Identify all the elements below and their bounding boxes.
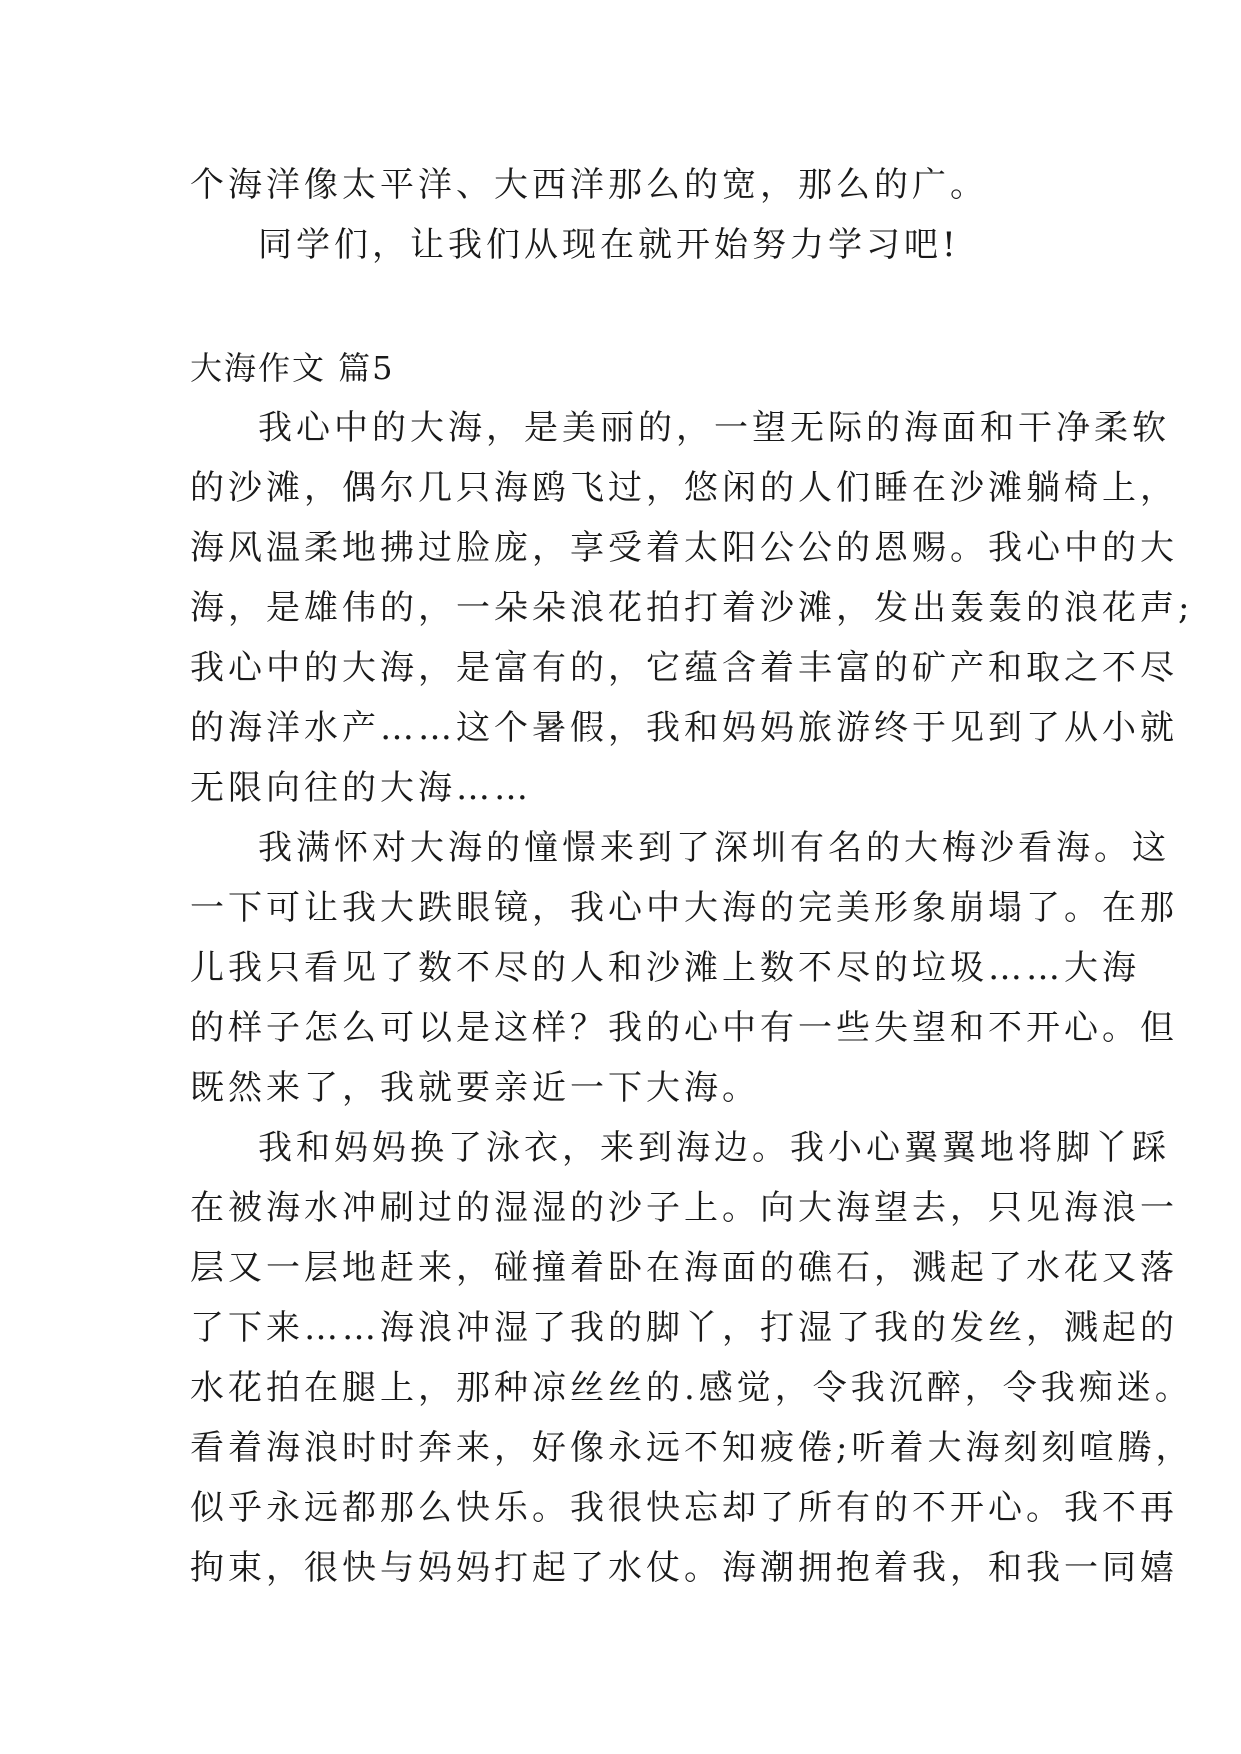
- text-line: 个海洋像太平洋、大西洋那么的宽，那么的广。: [190, 165, 988, 205]
- paragraph: [190, 398, 1194, 818]
- text-line: 似乎永远都那么快乐。我很快忘却了所有的不开心。我不再: [190, 1488, 1178, 1528]
- section-gap: [190, 275, 1070, 338]
- section-heading: 大海作文 篇5: [190, 349, 395, 387]
- text-line: 无限向往的大海……: [190, 768, 532, 808]
- text-line: 了下来……海浪冲湿了我的脚丫，打湿了我的发丝，溅起的: [190, 1308, 1178, 1348]
- text-line: 我心中的大海，是富有的，它蕴含着丰富的矿产和取之不尽: [190, 648, 1178, 688]
- essay-body: [190, 155, 1194, 1598]
- text-line: 一下可让我大跌眼镜，我心中大海的完美形象崩塌了。在那: [190, 888, 1178, 928]
- text-line: 海，是雄伟的，一朵朵浪花拍打着沙滩，发出轰轰的浪花声;: [190, 588, 1194, 628]
- text-line: 海风温柔地拂过脸庞，享受着太阳公公的恩赐。我心中的大: [190, 528, 1178, 568]
- paragraph: [190, 1118, 1194, 1598]
- text-line: 既然来了，我就要亲近一下大海。: [190, 1068, 760, 1108]
- text-line: 我满怀对大海的憧憬来到了深圳有名的大梅沙看海。这: [258, 828, 1170, 868]
- text-line: 拘束，很快与妈妈打起了水仗。海潮拥抱着我，和我一同嬉: [190, 1548, 1178, 1588]
- paragraph: [190, 818, 1178, 1118]
- text-line: 同学们，让我们从现在就开始努力学习吧!: [258, 225, 960, 265]
- text-line: 的海洋水产……这个暑假，我和妈妈旅游终于见到了从小就: [190, 708, 1178, 748]
- text-line: 儿我只看见了数不尽的人和沙滩上数不尽的垃圾……大海: [190, 948, 1140, 988]
- text-line: 的沙滩，偶尔几只海鸥飞过，悠闲的人们睡在沙滩躺椅上，: [190, 468, 1178, 508]
- text-line: 的样子怎么可以是这样？我的心中有一些失望和不开心。但: [190, 1008, 1178, 1048]
- text-line: 在被海水冲刷过的湿湿的沙子上。向大海望去，只见海浪一: [190, 1188, 1178, 1228]
- text-line: 层又一层地赶来，碰撞着卧在海面的礁石，溅起了水花又落: [190, 1248, 1178, 1288]
- text-line: 水花拍在腿上，那种凉丝丝的.感觉，令我沉醉，令我痴迷。: [190, 1368, 1193, 1408]
- text-line: 我心中的大海，是美丽的，一望无际的海面和干净柔软: [258, 408, 1170, 448]
- text-line: 看着海浪时时奔来，好像永远不知疲倦;听着大海刻刻喧腾，: [190, 1428, 1194, 1468]
- text-line: 我和妈妈换了泳衣，来到海边。我小心翼翼地将脚丫踩: [258, 1128, 1170, 1168]
